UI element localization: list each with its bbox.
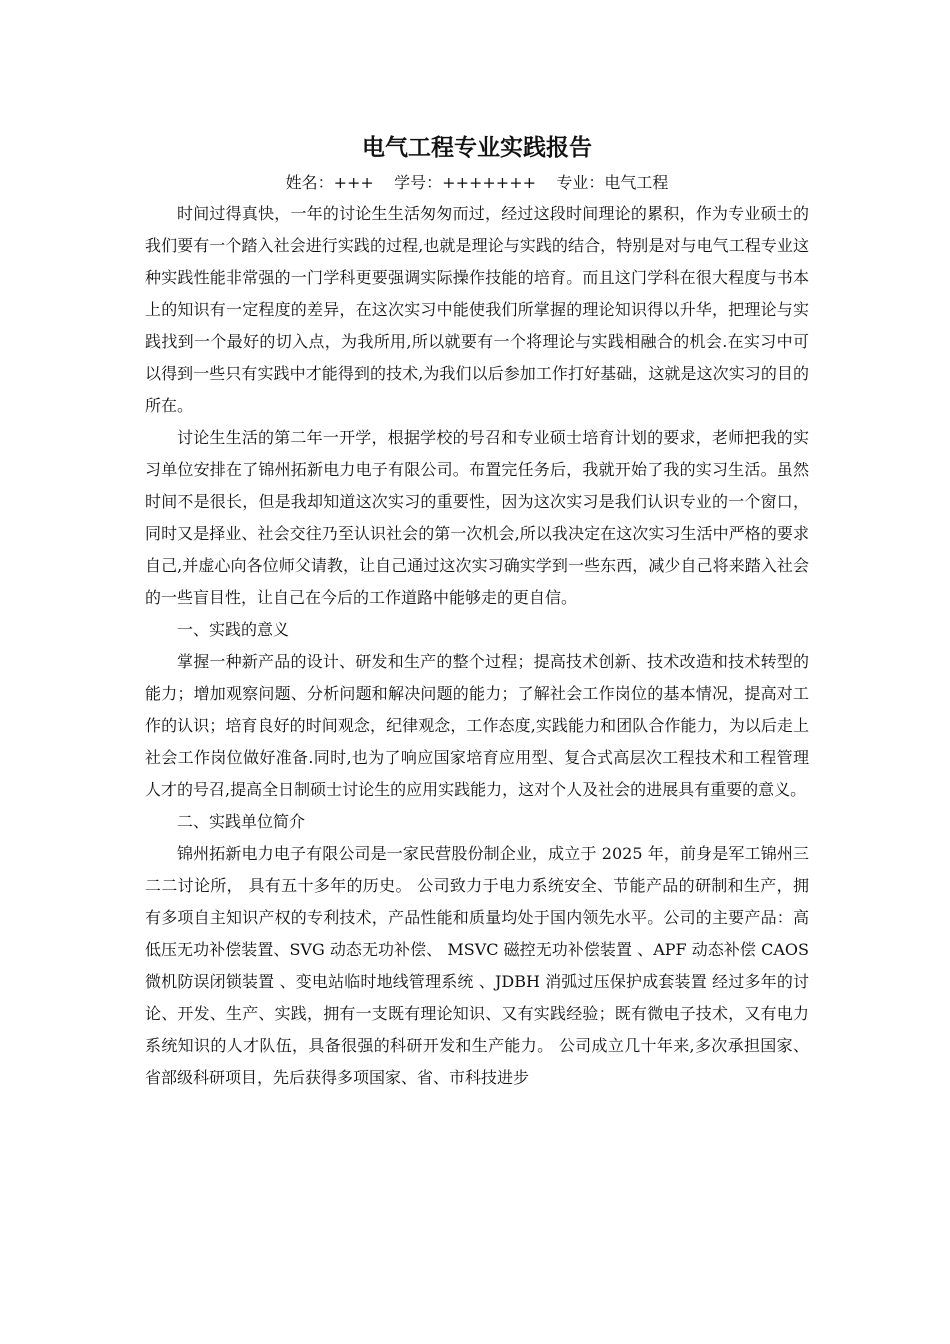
intro-paragraph-2: 讨论生生活的第二年一开学，根据学校的号召和专业硕士培育计划的要求，老师把我的实习单位安排在了锦州拓新电力电子有限公司。布置完任务后，我就开始了我的实习生活。虽然时间不是很长，但是我却知道这次实习的重要性，因为这次实习是我们认识专业的一个窗口，同时又是择业、社会交往乃至认识社会的第一次机会,所以我决定在这次实习生活中严格的要求自己,并虚心向各位师父请教，让自己通过这次实习确实学到一些东西，减少自己将来踏入社会的一些盲目性，让自己在今后的工作道路中能够走的更自信。 — [145, 428, 809, 607]
document-page — [145, 128, 809, 1094]
section-heading-company-intro: 二、实践单位简介 — [177, 812, 306, 831]
section-paragraph-significance: 掌握一种新产品的设计、研发和生产的整个过程；提高技术创新、技术改造和技术转型的能力；增加观察问题、分析问题和解决问题的能力；了解社会工作岗位的基本情况，提高对工作的认识；培育良好的时间观念，纪律观念，工作态度,实践能力和团队合作能力，为以后走上社会工作岗位做好准备.同时,也为了响应国家培育应用型、复合式高层次工程技术和工程管理人才的号召,提高全日制硕士讨论生的应用实践能力，这对个人及社会的进展具有重要的意义。 — [145, 652, 809, 799]
intro-paragraph-1: 时间过得真快，一年的讨论生生活匆匆而过，经过这段时间理论的累积，作为专业硕士的我们要有一个踏入社会进行实践的过程,也就是理论与实践的结合，特别是对与电气工程专业这种实践性能非常强的一门学科更要强调实际操作技能的培育。而且这门学科在很大程度与书本上的知识有一定程度的差异，在这次实习中能使我们所掌握的理论知识得以升华，把理论与实践找到一个最好的切入点，为我所用,所以就要有一个将理论与实践相融合的机会.在实习中可以得到一些只有实践中才能得到的技术,为我们以后参加工作打好基础，这就是这次实习的目的所在。 — [145, 204, 809, 415]
section-heading-significance: 一、实践的意义 — [177, 620, 290, 639]
document-title: 电气工程专业实践报告 — [362, 134, 592, 161]
section-paragraph-company-intro: 锦州拓新电力电子有限公司是一家民营股份制企业，成立于 2025 年，前身是军工锦州三二二讨论所， 具有五十多年的历史。 公司致力于电力系统安全、节能产品的研制和生产，拥有多项自主知识产权的专利技术，产品性能和质量均处于国内领先水平。公司的主要产品：高低压无功补偿装置、SVG 动态无功补偿、 MSVC 磁控无功补偿装置 、APF 动态补偿 CAOS 微机防误闭锁装置 、变电站临时地线管理系统 、JDBH 消弧过压保护成套装置 经过多年的讨论、开发、生产、实践，拥有一支既有理论知识、又有实践经验；既有微电子技术，又有电力系统知识的人才队伍，具备很强的科研开发和生产能力。 公司成立几十年来,多次承担国家、省部级科研项目，先后获得多项国家、省、市科技进步 — [145, 844, 809, 1087]
author-info-line: 姓名：+++ 学号：+++++++ 专业：电气工程 — [285, 173, 669, 192]
